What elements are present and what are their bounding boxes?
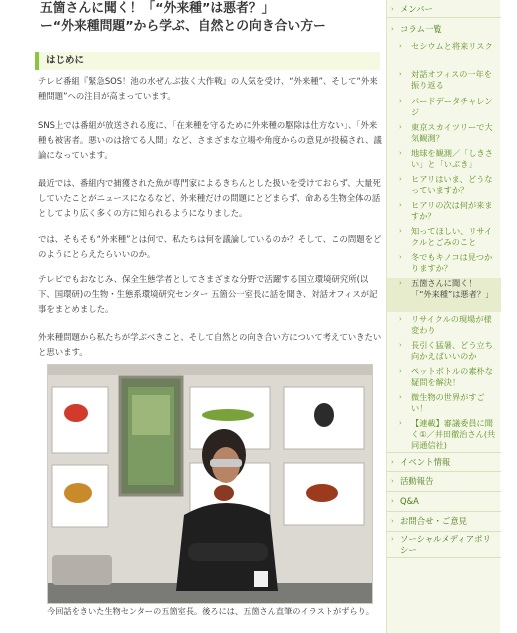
sidebar-item-label: イベント情報: [400, 457, 451, 467]
sidebar-item-label: コラム一覧: [400, 24, 442, 34]
chevron-right-icon: ›: [399, 42, 402, 50]
column-item[interactable]: › 【連載】審議委員に聞く①／井田徹治さん(共同通信社): [399, 418, 496, 450]
chevron-right-icon: ›: [399, 149, 402, 157]
article-main: [30, 0, 380, 633]
column-item[interactable]: › ヒアリはいま、どうなっていますか？: [399, 174, 493, 195]
column-item[interactable]: › 地球を観測／「しきさい」と「いぶき」: [399, 148, 493, 169]
chevron-right-icon: ›: [399, 253, 402, 261]
column-item[interactable]: › 微生物の世界がすごい！: [399, 392, 485, 413]
sidebar-item-label: ソーシャルメディアポリシー: [400, 534, 491, 555]
column-item[interactable]: › 長引く猛暑、どう立ち向かえばいいのか: [399, 340, 493, 361]
chevron-right-icon: ›: [399, 393, 402, 401]
sidebar-item-label: メンバー: [400, 4, 433, 14]
sidebar-item-label: 活動報告: [400, 476, 434, 486]
column-item[interactable]: › セシウムと将来リスク: [399, 41, 493, 51]
sidebar-item-reports[interactable]: [387, 472, 501, 492]
sidebar-item-column-list[interactable]: [387, 20, 501, 38]
sidebar-item-contact[interactable]: [387, 512, 501, 532]
intro-paragraph-2: SNS上では番組が放送される度に、「在来種を守るために外来種の駆除は仕方ない」、「外来種も被害者。悪いのは捨てる人間」など、さまざまな立場や角度からの意見が投稿され、議論になっています。: [38, 120, 382, 160]
column-item[interactable]: › 知ってほしい、リサイクルとごみのこと: [399, 226, 493, 247]
chevron-right-icon: ›: [391, 535, 394, 543]
column-item[interactable]: › 冬でもキノコは見つかりますか？: [399, 252, 493, 273]
title-line-1: 五箇さんに聞く！「“外来種”は悪者？」: [40, 1, 275, 16]
chevron-right-icon: ›: [391, 477, 394, 485]
chevron-right-icon: ›: [399, 97, 402, 105]
chevron-right-icon: ›: [399, 419, 402, 427]
chevron-right-icon: ›: [399, 227, 402, 235]
column-item-active[interactable]: › 五箇さんに聞く！「“外来種”は悪者？」: [387, 278, 501, 312]
chevron-right-icon: ›: [391, 517, 394, 525]
column-item[interactable]: › 東京スカイツリーで大気観測？: [399, 122, 493, 143]
chevron-right-icon: ›: [391, 25, 394, 33]
chevron-right-icon: ›: [391, 5, 394, 13]
chevron-right-icon: ›: [399, 367, 402, 375]
sidebar-item-member[interactable]: [387, 0, 501, 18]
chevron-right-icon: ›: [391, 497, 394, 505]
column-item[interactable]: › バードデータチャレンジ: [399, 96, 493, 117]
intro-paragraph-5: テレビでもおなじみ、保全生態学者としてさまざまな分野で活躍する国立環境研究所(以下、国環研)の生物・生態系環境研究センター 五箇公一室長に話を聞き、対話オフィスが記事をまとめました。: [38, 274, 378, 314]
column-item[interactable]: › リサイクルの現場が様変わり: [399, 314, 492, 335]
chevron-right-icon: ›: [399, 123, 402, 131]
intro-paragraph-6: 外来種問題から私たちが学ぶべきこと、そして自然との向き合い方について考えていきたいと思います。: [38, 332, 382, 357]
column-item[interactable]: › 対話オフィスの一年を振り返る: [399, 69, 492, 90]
intro-paragraph-3: 最近では、番組内で捕獲された魚が専門家によるきちんとした扱いを受けておらず、大量死していたことがニュースになるなど、外来種だけの問題にとどまらず、命ある生物全体の話としてより広く多くの方に知られるようになりました。: [38, 178, 381, 218]
chevron-right-icon: ›: [391, 458, 394, 466]
photo-caption: 今回話をきいた生物センターの五箇室長。後ろには、五箇さん直筆のイラストがずらり。: [47, 606, 374, 616]
chevron-right-icon: ›: [399, 201, 402, 209]
sidebar-item-label: お問合せ・ご意見: [400, 516, 467, 526]
article-photo: [47, 364, 373, 604]
sidebar-nav: [386, 0, 500, 633]
article-title: [40, 0, 380, 36]
column-item[interactable]: › ペットボトルの素朴な疑問を解決！: [399, 366, 493, 387]
sidebar-item-social[interactable]: [387, 532, 501, 558]
intro-paragraph-1: テレビ番組『緊急SOS！池の水ぜんぶ抜く大作戦』の人気を受け、“外来種”、そして“外来種問題”への注目が高まっています。: [38, 76, 378, 101]
sidebar-item-qa[interactable]: [387, 492, 501, 512]
column-item[interactable]: › ヒアリの次は何が来ますか？: [399, 200, 493, 221]
title-line-2: ー“外来種問題”から学ぶ、自然との向き合い方ー: [40, 19, 326, 34]
sidebar-item-label: Q&A: [400, 496, 419, 506]
intro-paragraph-4: では、そもそも“外来種”とは何で、私たちは何を議論しているのか？そして、この問題をどのようにとらえたらいいのか。: [38, 234, 382, 259]
chevron-right-icon: ›: [399, 279, 402, 287]
chevron-right-icon: ›: [399, 175, 402, 183]
chevron-right-icon: ›: [399, 70, 402, 78]
interview-photo-illustration: [48, 365, 373, 604]
chevron-right-icon: ›: [399, 315, 402, 323]
sidebar-item-events[interactable]: [387, 452, 501, 472]
section-heading: はじめに: [35, 52, 380, 70]
chevron-right-icon: ›: [399, 341, 402, 349]
